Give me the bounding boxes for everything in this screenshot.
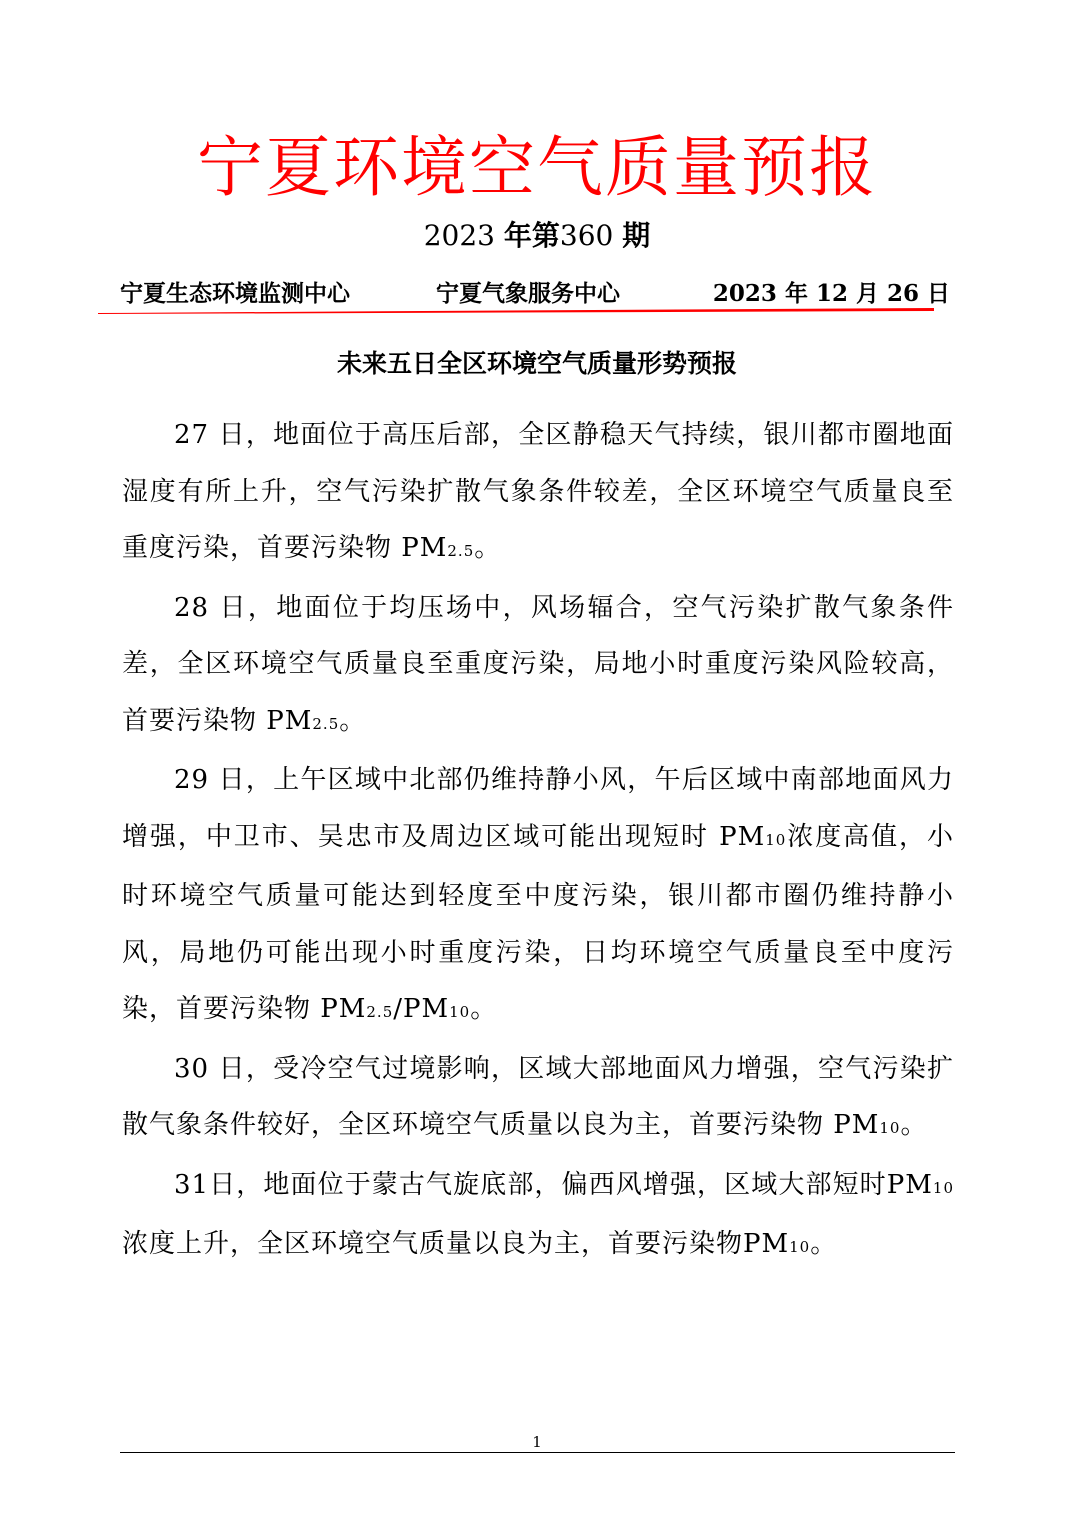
page-title: 宁夏环境空气质量预报 [197, 129, 877, 206]
issue-year: 2023 [423, 219, 495, 252]
forecast-paragraph-30: 30 日，受冷空气过境影响，区域大部地面风力增强，空气污染扩散气象条件较好，全区环境空气质量以良为主，首要污染物 PM10。 [122, 1053, 954, 1140]
forecast-body [122, 407, 954, 1276]
issue-date: 2023 年 12 月 26 日 [712, 280, 950, 307]
org-environment-center: 宁夏生态环境监测中心 [120, 280, 350, 307]
issue-label: 年第 [503, 219, 560, 252]
issue-no: 360 [559, 219, 614, 252]
masthead-row [120, 276, 950, 312]
section-heading: 未来五日全区环境空气质量形势预报 [336, 349, 737, 378]
org-meteorology-center: 宁夏气象服务中心 [436, 280, 620, 307]
issue-suffix: 期 [622, 219, 651, 252]
forecast-paragraph-28: 28 日，地面位于均压场中，风场辐合，空气污染扩散气象条件差，全区环境空气质量良至重度污染，局地小时重度污染风险较高，首要污染物 PM2.5。 [122, 592, 954, 736]
masthead-red-rule [98, 308, 934, 314]
forecast-paragraph-27: 27 日，地面位于高压后部，全区静稳天气持续，银川都市圈地面湿度有所上升，空气污染扩散气象条件较差，全区环境空气质量良至重度污染，首要污染物 PM2.5。 [122, 420, 954, 563]
footer-rule [120, 1452, 955, 1453]
issue-number [0, 216, 1074, 256]
page-number: 1 [532, 1433, 542, 1451]
forecast-paragraph-31: 31日，地面位于蒙古气旋底部，偏西风增强，区域大部短时PM10浓度上升，全区环境空气质量以良为主，首要污染物PM10。 [122, 1169, 954, 1259]
forecast-paragraph-29: 29 日，上午区域中北部仍维持静小风，午后区域中南部地面风力增强，中卫市、吴忠市及周边区域可能出现短时 PM10浓度高值，小时环境空气质量可能达到轻度至中度污染，银川都市圈仍维持静小风，局地仍可能出现小时重度污染，日均环境空气质量良至中度污染，首要污染物 PM2.5/PM10。 [122, 765, 954, 1024]
